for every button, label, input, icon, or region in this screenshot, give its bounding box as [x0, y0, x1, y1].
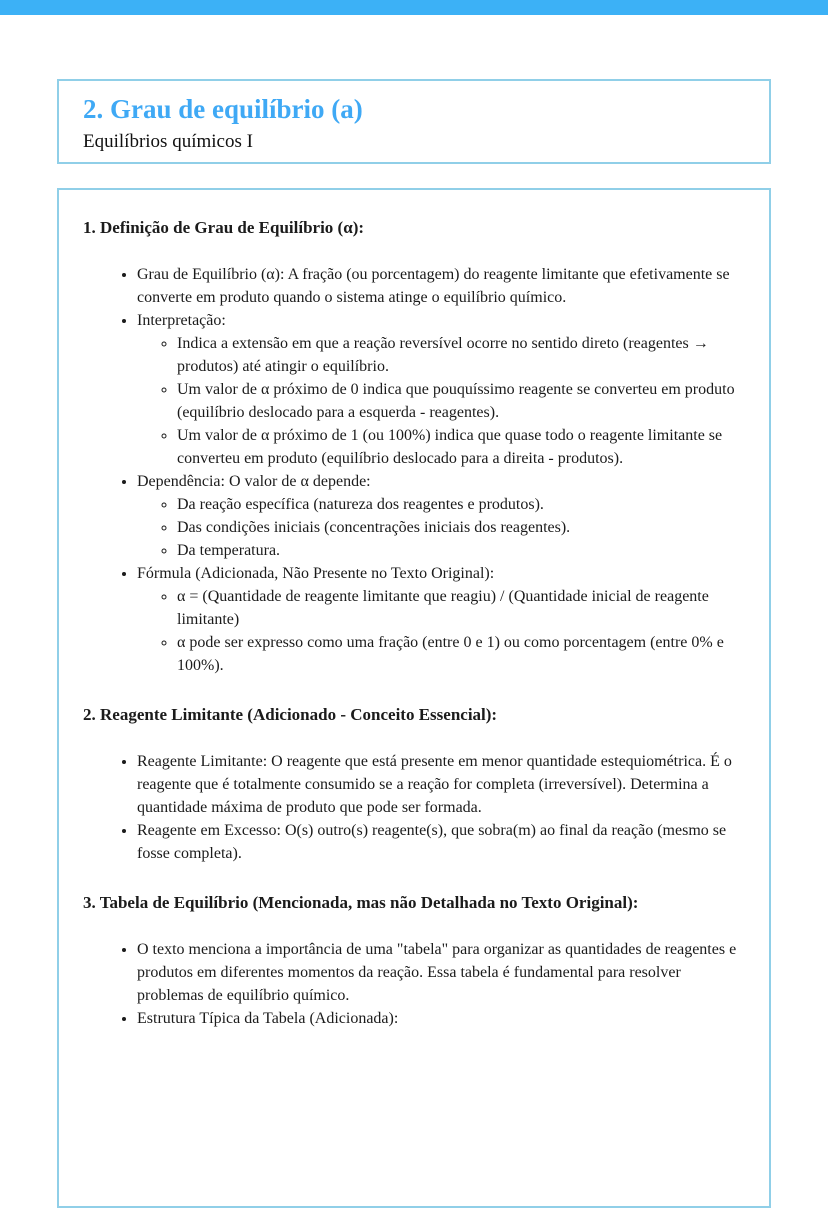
- bullet-text: Fórmula (Adicionada, Não Presente no Texto Original):: [137, 565, 495, 582]
- sub-bullet-list: [137, 493, 743, 562]
- list-item: ◦ Da reação específica (natureza dos reagentes e produtos).: [177, 493, 743, 516]
- section-heading-2: 2. Reagente Limitante (Adicionado - Conceito Essencial):: [83, 705, 498, 724]
- document-title-card: [57, 79, 771, 164]
- page-title: 2. Grau de equilíbrio (a): [83, 94, 363, 124]
- bullet-text: Dependência: O valor de α depende:: [137, 473, 371, 490]
- bullet-text: Interpretação:: [137, 312, 226, 329]
- list-item: [137, 263, 743, 309]
- bullet-text: Estrutura Típica da Tabela (Adicionada):: [137, 1010, 399, 1027]
- bullet-text: Reagente em Excesso: O(s) outro(s) reagente(s), que sobra(m) ao final da reação (mesmo se fosse completa).: [137, 822, 727, 862]
- list-item: ◦ Da temperatura.: [177, 539, 743, 562]
- list-item: [137, 470, 743, 562]
- section-heading-3: 3. Tabela de Equilíbrio (Mencionada, mas não Detalhada no Texto Original):: [83, 893, 639, 912]
- bullet-text: Reagente Limitante: O reagente que está presente em menor quantidade estequiométrica. É o reagente que é totalmente consumido se a reação for completa (irreversível). Determina a quantidade máxima de produto que pode ser formada.: [137, 753, 732, 816]
- list-item: [137, 938, 743, 1007]
- list-item: [137, 562, 743, 677]
- sub-bullet-list: [137, 332, 743, 470]
- list-item: [137, 1007, 743, 1030]
- list-item: ◦ Um valor de α próximo de 1 (ou 100%) indica que quase todo o reagente limitante se converteu em produto (equilíbrio deslocado para a direita - produtos).: [177, 424, 743, 470]
- document-content-card: [57, 188, 771, 1208]
- page-subtitle: Equilíbrios químicos I: [83, 131, 253, 152]
- bullet-list: [83, 750, 743, 865]
- list-item: ◦ Um valor de α próximo de 0 indica que pouquíssimo reagente se converteu em produto (equilíbrio deslocado para a esquerda - reagentes).: [177, 378, 743, 424]
- bullet-list: [83, 938, 743, 1030]
- bullet-text: Grau de Equilíbrio (α): A fração (ou porcentagem) do reagente limitante que efetivamente se converte em produto quando o sistema atinge o equilíbrio químico.: [137, 266, 730, 306]
- list-item: ◦ Das condições iniciais (concentrações iniciais dos reagentes).: [177, 516, 743, 539]
- list-item: ◦ α = (Quantidade de reagente limitante que reagiu) / (Quantidade inicial de reagente limitante): [177, 585, 743, 631]
- list-item: [137, 750, 743, 819]
- list-item: ◦ α pode ser expresso como uma fração (entre 0 e 1) ou como porcentagem (entre 0% e 100%).: [177, 631, 743, 677]
- list-item: ◦ Indica a extensão em que a reação reversível ocorre no sentido direto (reagentes → produtos) até atingir o equilíbrio.: [177, 332, 743, 378]
- bullet-list: [83, 263, 743, 677]
- top-accent-bar: [0, 0, 828, 15]
- list-item: [137, 819, 743, 865]
- section-heading-1: 1. Definição de Grau de Equilíbrio (α):: [83, 218, 365, 237]
- list-item: [137, 309, 743, 470]
- sub-bullet-list: [137, 585, 743, 677]
- bullet-text: O texto menciona a importância de uma "tabela" para organizar as quantidades de reagentes e produtos em diferentes momentos da reação. Essa tabela é fundamental para resolver problemas de equilíbrio químico.: [137, 941, 737, 1004]
